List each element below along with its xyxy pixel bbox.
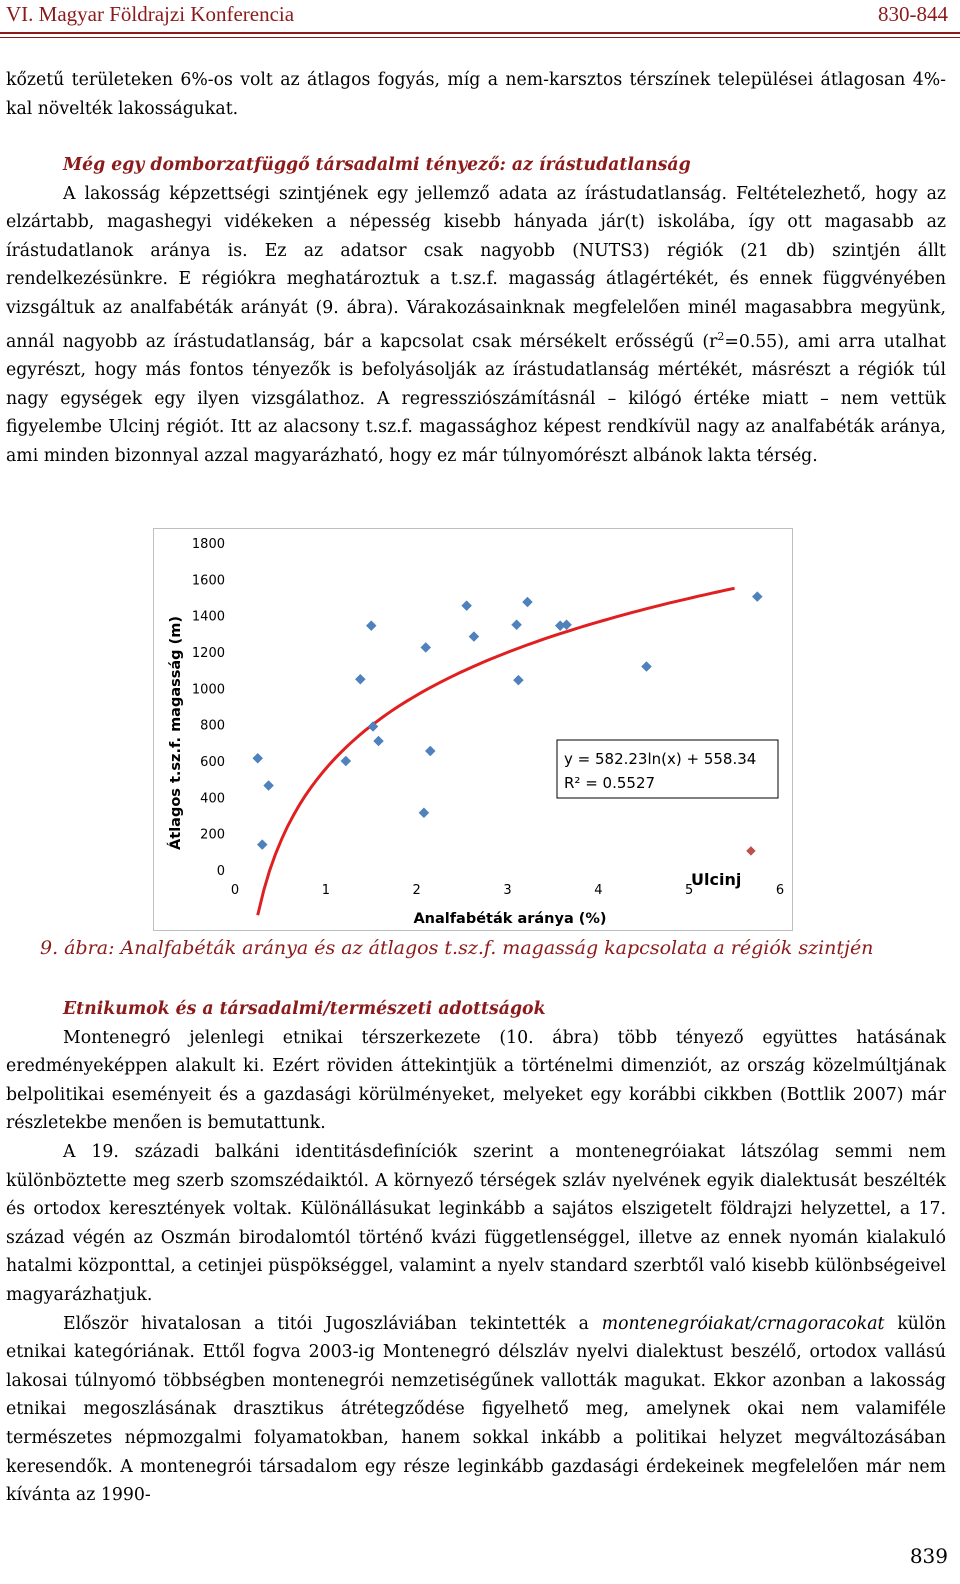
y-tick-label: 1200 [191,646,225,661]
page-header [0,0,960,34]
x-tick-label: 0 [230,883,240,898]
y-tick-label: 1600 [191,573,225,589]
section-illiteracy [6,151,946,470]
chart-svg [153,528,793,931]
x-tick-label: 1 [321,883,330,898]
section-heading [6,151,946,180]
paragraph-2: A 19. századi balkáni identitásdefiníciók szerint a montenegróiakat látszólag semmi nem különböztette meg szerb szomszédaiktól. A környező térségek szláv nyelvének egyik dialektusát beszélték és ortodox keresztények voltak. Különállásukat leginkább a sajátos elszigetelt földrajzi helyzettel, a 17. század végén az Oszmán birodalomtól történő kvázi függetlenséggel, illetve az ennek nyomán kialakuló hatalmi központtal, a cetinjei püspökséggel, valamint a nyelv standard szerbtől való kisebb különbségeivel magyarázhatjuk. [6,1141,946,1305]
paragraph-3-emphasis: montenegróiakat/crnagoracokat [601,1313,885,1334]
y-tick-label: 1000 [191,682,225,698]
section-body [6,180,946,471]
figure-caption: 9. ábra: Analfabéták aránya és az átlagos t.sz.f. magasság kapcsolata a régiók szintjén [40,937,874,959]
section-heading [6,995,946,1024]
ulcinj-label: Ulcinj [691,870,742,889]
page-number: 839 [909,1544,948,1568]
page-range: 830-844 [878,2,948,26]
paragraph-3 [6,1310,946,1510]
r2-text: R² = 0.5527 [564,774,656,792]
intro-paragraph [6,66,946,123]
conference-title: VI. Magyar Földrajzi Konferencia [6,2,295,26]
header-rule-thin [0,37,960,38]
body-part-b: =0.55), ami arra utalhat egyrészt, hogy más fontos tényezők is befolyásolják az írástudatlanság mértékét, másrészt a régiók túl nagy egységek egy ilyen vizsgálathoz. A regressziószámításnál – kilógó értéke miatt – nem vettük figyelembe Ulcinj régiót. Itt az alacsony t.sz.f. magassághoz képest rendkívül nagy az analfabéták aránya, ami minden bizonnyal azzal magyarázható, hogy ez már túlnyomórészt albánok lakta térség. [6,331,946,466]
y-tick-label: 400 [200,791,225,807]
header-rule [0,32,960,34]
section-ethnicity [6,995,946,1510]
paragraph-1: Montenegró jelenlegi etnikai térszerkezete (10. ábra) több tényező együttes hatásának eredményeképpen alakult ki. Ezért röviden áttekintjük a történelmi dimenziót, az ország közelmúltjának belpolitikai eseményeit és a gazdasági körülményeket, melyeket egy korábbi cikkben (Bottlik 2007) már részletekbe menően is bemutattunk. [6,1027,946,1134]
heading-term: az írástudatlanság [511,155,691,175]
equation-box [557,740,778,798]
scatter-chart [153,528,793,931]
y-tick-label: 800 [200,718,225,734]
y-tick-label: 200 [200,827,225,843]
x-tick-label: 5 [685,883,694,898]
x-tick-label: 2 [412,883,421,898]
x-tick-label: 6 [775,883,785,898]
heading-prefix: Még egy domborzatfüggő társadalmi tényező: [63,155,512,175]
x-tick-label: 3 [503,883,512,898]
equation-text: y = 582.23ln(x) + 558.34 [564,750,757,768]
y-tick-label: 0 [216,864,225,879]
y-axis-title: Átlagos t.sz.f. magasság (m) [168,616,184,850]
paragraph-text: kőzetű területeken 6%-os volt az átlagos fogyás, míg a nem-karsztos térszínek települései átlagosan 4%-kal növelték lakosságukat. [6,70,946,119]
y-tick-label: 600 [200,755,225,770]
body-part-a: A lakosság képzettségi szintjének egy jellemző adata az írástudatlanság. Feltételezhető, hogy az elzártabb, magashegyi vidékeken a népesség kisebb hányada jár(t) iskolába, így ott magasabb az írástudatlanok aránya is. Ez az adatsor csak nagyobb (NUTS3) régiók (21 db) szintjén állt rendelkezésünkre. E régiókra meghatároztuk a t.sz.f. magasság átlagértékét, és ennek függvényében vizsgáltuk az analfabéták arányát (9. ábra). Várakozásainknak megfelelően minél magasabbra megyünk, annál nagyobb az írástudatlanság, bár a kapcsolat csak mérsékelt erősségű (r [6,183,946,352]
x-tick-label: 4 [594,883,603,898]
y-tick-label: 1400 [191,609,225,625]
r-squared-superscript: 2 [717,329,725,343]
section-heading-text: Etnikumok és a társadalmi/természeti adottságok [63,999,546,1019]
x-axis-title: Analfabéták aránya (%) [413,911,607,927]
paragraph-3-a: Először hivatalosan a titói Jugoszláviában tekintették a [63,1313,602,1334]
paragraph-3-b: külön etnikai kategóriának. Ettől fogva 2003-ig Montenegró délszláv nyelvi dialektust beszélő, ortodox vallású lakosai túlnyomó többségben montenegrói nemzetiségűnek vallották magukat. Ekkor azonban a lakosság etnikai megoszlásának drasztikus átrétegződése figyelhető meg, amelynek okai nem valamiféle természetes népmozgalmi folyamatokban, hanem sokkal inkább a politikai helyzet megváltozásában keresendők. A montenegrói társadalom egy része leginkább gazdasági érdekeinek megfelelően már nem kívánta az 1990- [6,1313,946,1506]
y-tick-label: 1800 [191,537,225,552]
